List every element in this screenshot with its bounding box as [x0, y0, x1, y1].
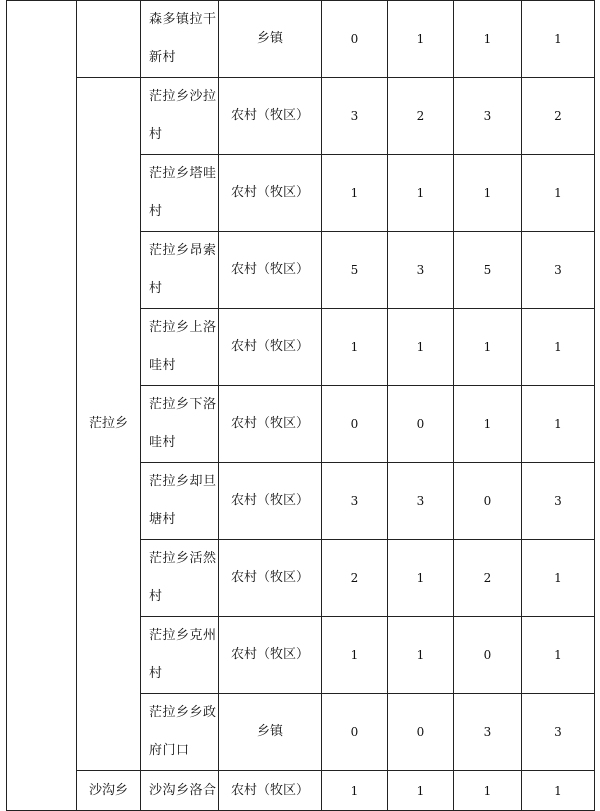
- value-cell: 1: [322, 771, 388, 811]
- area-type-cell: 农村（牧区）: [219, 78, 322, 155]
- value-cell: 3: [454, 694, 522, 771]
- value-cell: 1: [388, 771, 454, 811]
- village-name-line: 哇村: [149, 358, 177, 373]
- value-cell: 5: [454, 232, 522, 309]
- area-type-cell: 农村（牧区）: [219, 463, 322, 540]
- village-cell: [141, 540, 219, 617]
- village-cell: [141, 155, 219, 232]
- table-row: [7, 78, 595, 155]
- village-cell: [141, 463, 219, 540]
- village-cell: [141, 232, 219, 309]
- value-cell: 1: [388, 540, 454, 617]
- township-cell: [77, 78, 141, 771]
- village-name-line: 新村: [149, 50, 177, 65]
- village-name-line: 村: [149, 589, 163, 604]
- value-cell: 0: [388, 386, 454, 463]
- value-cell: 1: [322, 309, 388, 386]
- village-cell: [141, 309, 219, 386]
- area-type-cell: 乡镇: [219, 1, 322, 78]
- value-cell: 0: [454, 463, 522, 540]
- value-cell: 3: [522, 463, 595, 540]
- value-cell: 1: [388, 309, 454, 386]
- area-type-cell: 农村（牧区）: [219, 617, 322, 694]
- village-name-line: 森多镇拉干: [149, 12, 217, 27]
- township-cell: [77, 1, 141, 78]
- village-name-line: 村: [149, 204, 163, 219]
- village-name-line: 塘村: [149, 512, 177, 527]
- table-row: [7, 1, 595, 78]
- village-cell: [141, 771, 219, 811]
- value-cell: 3: [522, 694, 595, 771]
- village-cell: [141, 1, 219, 78]
- area-type-cell: 农村（牧区）: [219, 386, 322, 463]
- value-cell: 5: [322, 232, 388, 309]
- value-cell: 1: [522, 155, 595, 232]
- value-cell: 3: [522, 232, 595, 309]
- village-name-line: 茫拉乡却旦: [149, 474, 217, 489]
- village-cell: [141, 617, 219, 694]
- value-cell: 2: [522, 78, 595, 155]
- village-name-line: 府门口: [149, 743, 190, 758]
- village-name-line: 村: [149, 281, 163, 296]
- value-cell: 0: [322, 694, 388, 771]
- village-name-line: 茫拉乡沙拉: [149, 89, 217, 104]
- value-cell: 1: [322, 617, 388, 694]
- value-cell: 1: [388, 155, 454, 232]
- value-cell: 1: [454, 386, 522, 463]
- value-cell: 1: [388, 1, 454, 78]
- village-name-line: 茫拉乡昂索: [149, 243, 217, 258]
- value-cell: 1: [522, 309, 595, 386]
- value-cell: 3: [388, 463, 454, 540]
- value-cell: 1: [454, 309, 522, 386]
- value-cell: 0: [322, 1, 388, 78]
- value-cell: 3: [322, 463, 388, 540]
- township-label: 沙沟乡: [88, 782, 128, 798]
- village-name-line: 村: [149, 127, 163, 142]
- village-name-line: 茫拉乡上洛: [149, 320, 217, 335]
- value-cell: 0: [388, 694, 454, 771]
- village-cell: [141, 386, 219, 463]
- village-cell: [141, 78, 219, 155]
- value-cell: 1: [322, 155, 388, 232]
- table-row: [7, 771, 595, 811]
- township-cell: [77, 771, 141, 811]
- region-cell: [7, 1, 77, 811]
- area-type-cell: 农村（牧区）: [219, 540, 322, 617]
- value-cell: 2: [454, 540, 522, 617]
- value-cell: 3: [322, 78, 388, 155]
- value-cell: 1: [522, 1, 595, 78]
- area-type-cell: 农村（牧区）: [219, 309, 322, 386]
- village-name-line: 茫拉乡克州: [149, 628, 217, 643]
- value-cell: 2: [322, 540, 388, 617]
- value-cell: 0: [322, 386, 388, 463]
- data-table: [6, 0, 595, 811]
- value-cell: 1: [522, 386, 595, 463]
- village-name-line: 沙沟乡洛合: [149, 782, 217, 798]
- value-cell: 1: [388, 617, 454, 694]
- value-cell: 1: [454, 1, 522, 78]
- village-name-line: 茫拉乡乡政: [149, 705, 217, 720]
- village-name-line: 茫拉乡活然: [149, 551, 217, 566]
- value-cell: 1: [454, 771, 522, 811]
- value-cell: 0: [454, 617, 522, 694]
- village-name-line: 村: [149, 666, 163, 681]
- value-cell: 1: [522, 771, 595, 811]
- village-cell: [141, 694, 219, 771]
- village-name-line: 茫拉乡下洛: [149, 397, 217, 412]
- area-type-cell: 农村（牧区）: [219, 771, 322, 811]
- area-type-cell: 乡镇: [219, 694, 322, 771]
- area-type-cell: 农村（牧区）: [219, 232, 322, 309]
- value-cell: 1: [454, 155, 522, 232]
- area-type-cell: 农村（牧区）: [219, 155, 322, 232]
- value-cell: 1: [522, 540, 595, 617]
- township-label: 茫拉乡: [88, 416, 128, 431]
- value-cell: 1: [522, 617, 595, 694]
- value-cell: 3: [388, 232, 454, 309]
- village-name-line: 茫拉乡塔哇: [149, 166, 217, 181]
- value-cell: 2: [388, 78, 454, 155]
- value-cell: 3: [454, 78, 522, 155]
- village-name-line: 哇村: [149, 435, 177, 450]
